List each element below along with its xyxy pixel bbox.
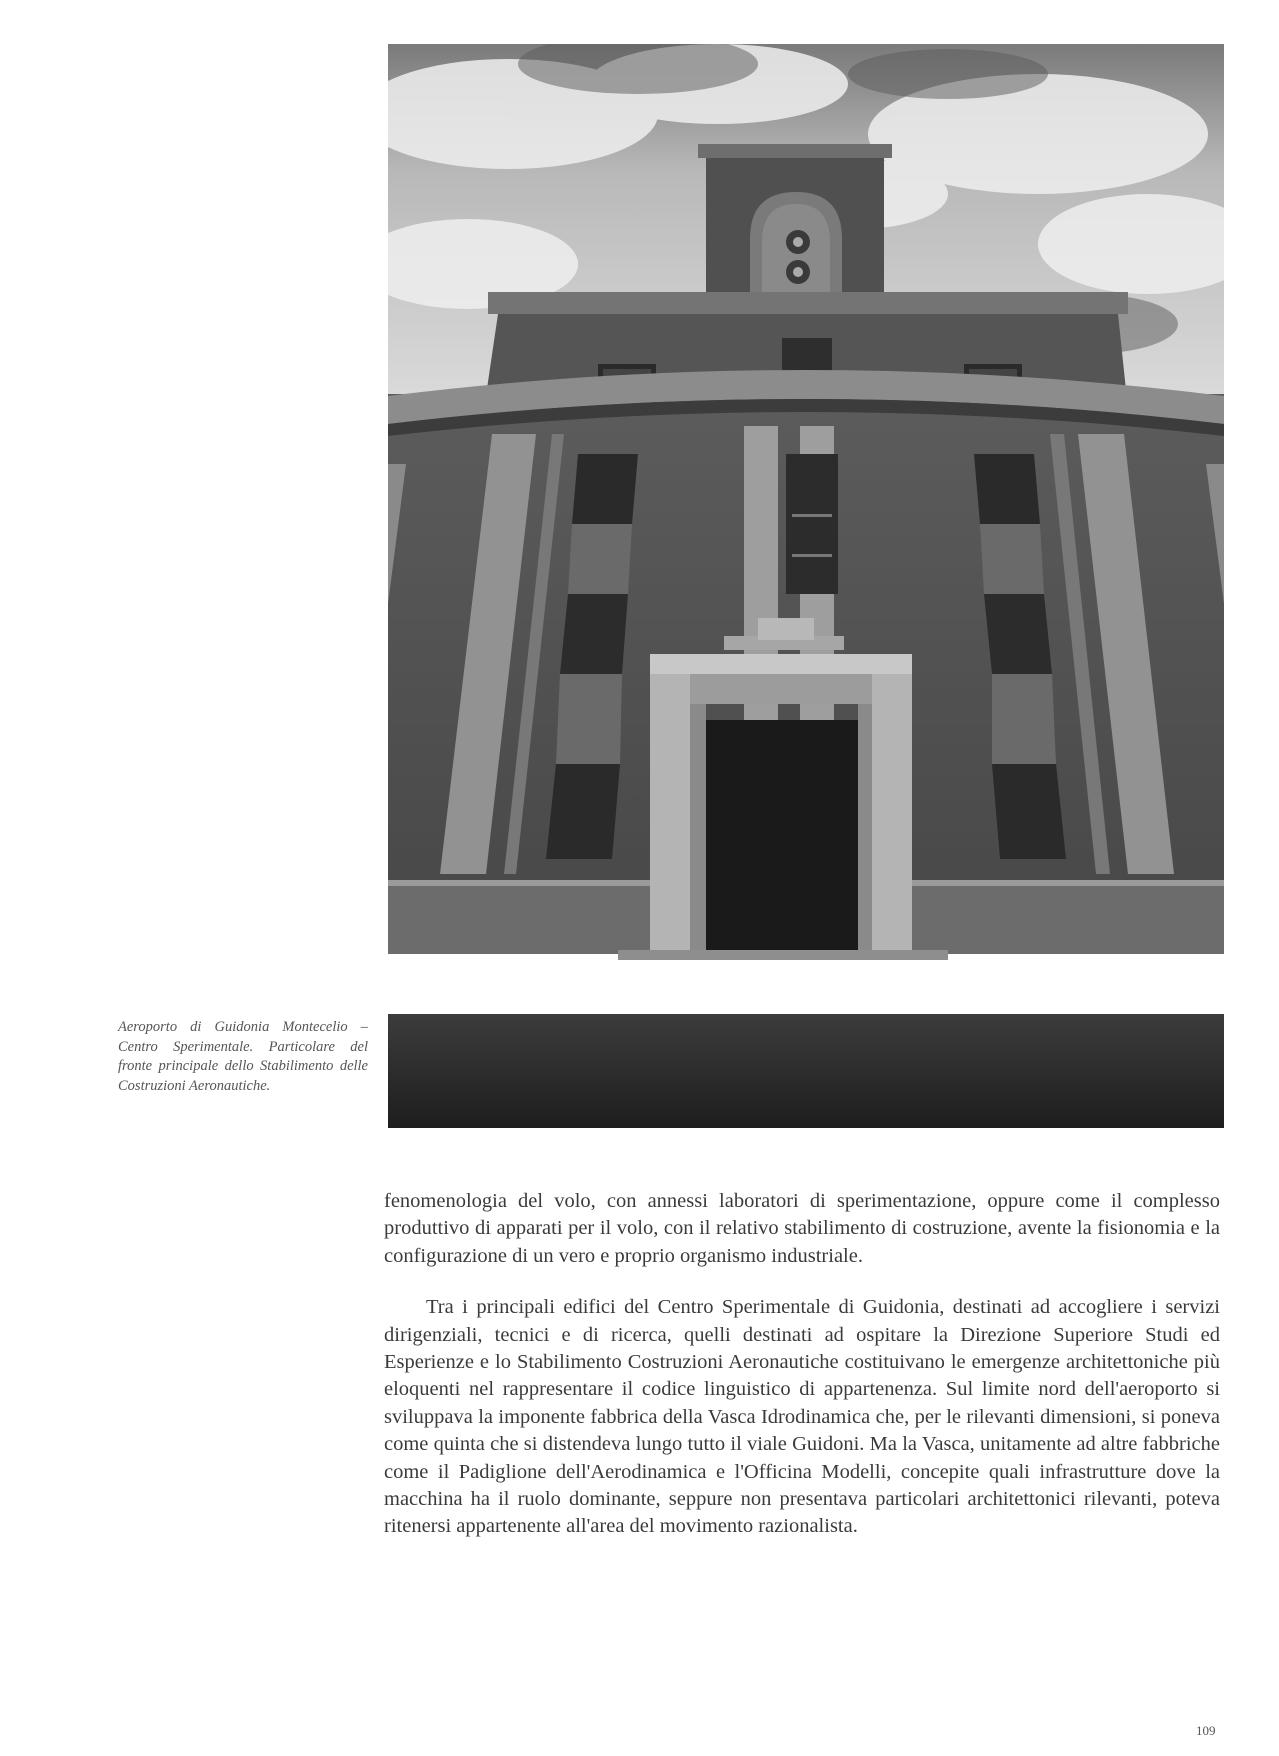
- paragraph: fenomenologia del volo, con annessi laboratori di sperimentazione, oppure come il complesso produttivo di apparati per il volo, con il relativo stabilimento di costruzione, avente la fisionomia e la configurazione di un vero e proprio organismo industriale.: [384, 1190, 1220, 1267]
- page-number: 109: [1196, 1723, 1216, 1738]
- paragraph: Tra i principali edifici del Centro Sperimentale di Guidonia, destinati ad accogliere i servizi dirigenziali, tecnici e di ricerca, quelli destinati ad ospitare la Direzione Superiore Studi ed Esperienze e lo Stabilimento Costruzioni Aeronautiche costituivano le emergenze architettoniche più eloquenti nel rappresentare il codice linguistico di appartenenza. Sul limite nord dell'aeroporto si sviluppava la imponente fabbrica della Vasca Idrodinamica che, per le rilevanti dimensioni, si poneva come quinta che si distendeva lungo tutto il viale Guidoni. Ma la Vasca, unitamente ad altre fabbriche come il Padiglione dell'Aerodinamica e l'Officina Modelli, concepite quali infrastrutture dove la macchina ha il ruolo dominante, seppure non presentava particolari architettonici rilevanti, poteva ritenersi appartenente all'area del movimento razionalista.: [384, 1296, 1220, 1538]
- figure-caption: Aeroporto di Guidonia Montecelio – Centro Sperimentale. Particolare del fronte principale dello Stabilimento delle Costruzioni Aeronautiche.: [118, 1019, 368, 1094]
- body-text: [384, 1188, 1220, 1541]
- building-facade-photo: [388, 44, 1224, 1128]
